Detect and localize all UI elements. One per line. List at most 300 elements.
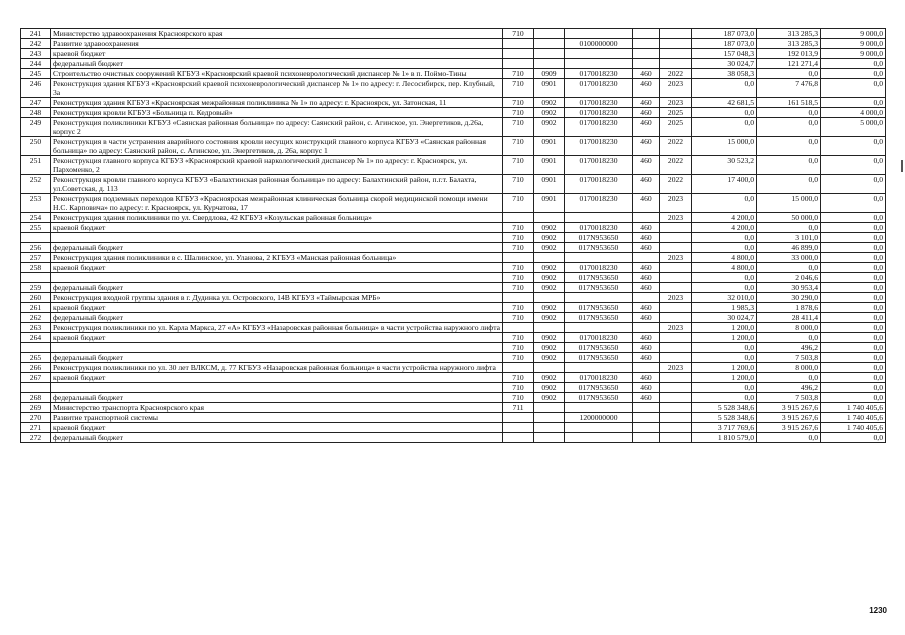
row-number: 251 [21,156,51,175]
code-grbs: 710 [503,283,534,293]
code-grbs: 710 [503,233,534,243]
item-name: Министерство здравоохранения Красноярского края [51,29,503,39]
code-expense-type [633,49,660,59]
table-row [21,323,886,333]
code-grbs: 710 [503,137,534,156]
item-name: краевой бюджет [51,223,503,233]
code-section [534,39,565,49]
amount-year-1: 187 073,0 [692,39,757,49]
amount-year-2: 33 000,0 [757,253,821,263]
amount-year-1: 4 800,0 [692,263,757,273]
amount-year-2: 7 503,8 [757,353,821,363]
amount-year-1: 30 024,7 [692,313,757,323]
amount-year-1: 1 200,0 [692,373,757,383]
item-name: федеральный бюджет [51,283,503,293]
code-target-article: 0170018230 [565,194,633,213]
row-number: 242 [21,39,51,49]
amount-year-3: 0,0 [821,98,886,108]
amount-year-2: 28 411,4 [757,313,821,323]
table-row [21,423,886,433]
commissioning-year: 2023 [660,293,692,303]
amount-year-2: 8 000,0 [757,363,821,373]
table-row [21,233,886,243]
code-expense-type: 460 [633,243,660,253]
amount-year-3: 1 740 405,6 [821,423,886,433]
code-section: 0901 [534,194,565,213]
code-section: 0909 [534,69,565,79]
table-row [21,363,886,373]
table-row [21,49,886,59]
table-row [21,393,886,403]
code-expense-type [633,403,660,413]
commissioning-year [660,283,692,293]
code-expense-type: 460 [633,79,660,98]
commissioning-year [660,273,692,283]
code-section: 0902 [534,263,565,273]
item-name: краевой бюджет [51,49,503,59]
code-section [534,213,565,223]
code-target-article [565,49,633,59]
row-number: 271 [21,423,51,433]
code-section: 0901 [534,156,565,175]
code-target-article [565,253,633,263]
commissioning-year: 2023 [660,213,692,223]
code-expense-type: 460 [633,194,660,213]
amount-year-1: 0,0 [692,383,757,393]
code-expense-type: 460 [633,383,660,393]
code-grbs: 710 [503,98,534,108]
commissioning-year: 2023 [660,194,692,213]
amount-year-1: 17 400,0 [692,175,757,194]
amount-year-1: 1 200,0 [692,363,757,373]
row-number: 246 [21,79,51,98]
code-grbs: 710 [503,393,534,403]
table-row [21,413,886,423]
code-target-article: 0170018230 [565,175,633,194]
amount-year-1: 0,0 [692,233,757,243]
amount-year-2: 0,0 [757,156,821,175]
item-name [51,343,503,353]
amount-year-1: 30 024,7 [692,59,757,69]
code-expense-type [633,433,660,443]
code-grbs: 710 [503,343,534,353]
code-grbs: 710 [503,194,534,213]
row-number [21,343,51,353]
amount-year-3: 0,0 [821,194,886,213]
code-target-article: 017N953650 [565,313,633,323]
code-grbs: 710 [503,373,534,383]
code-expense-type [633,423,660,433]
item-name: Реконструкция здания КГБУЗ «Красноярский краевой психоневрологический диспансер № 1» по адресу: г. Лесосибирск, пер. Клубный, 3а [51,79,503,98]
code-section: 0901 [534,79,565,98]
code-grbs [503,293,534,303]
commissioning-year [660,423,692,433]
code-section: 0902 [534,223,565,233]
amount-year-1: 5 528 348,6 [692,413,757,423]
row-number: 261 [21,303,51,313]
code-target-article: 017N953650 [565,353,633,363]
code-section [534,413,565,423]
code-target-article [565,363,633,373]
item-name: федеральный бюджет [51,243,503,253]
code-target-article: 017N953650 [565,233,633,243]
code-target-article [565,293,633,303]
code-grbs: 710 [503,353,534,363]
code-section: 0901 [534,175,565,194]
code-section: 0902 [534,313,565,323]
code-section [534,59,565,69]
code-grbs [503,433,534,443]
item-name: Министерство транспорта Красноярского края [51,403,503,413]
code-expense-type: 460 [633,273,660,283]
code-grbs: 710 [503,303,534,313]
amount-year-3: 4 000,0 [821,108,886,118]
table-row [21,243,886,253]
row-number: 267 [21,373,51,383]
amount-year-2: 30 953,4 [757,283,821,293]
amount-year-2: 313 285,3 [757,39,821,49]
amount-year-2: 0,0 [757,373,821,383]
amount-year-2: 3 915 267,6 [757,403,821,413]
commissioning-year [660,413,692,423]
row-number: 257 [21,253,51,263]
code-grbs [503,213,534,223]
item-name: краевой бюджет [51,263,503,273]
commissioning-year [660,373,692,383]
code-grbs: 710 [503,223,534,233]
code-section: 0902 [534,303,565,313]
amount-year-2: 7 503,8 [757,393,821,403]
amount-year-3: 1 740 405,6 [821,413,886,423]
code-section: 0901 [534,137,565,156]
code-target-article [565,213,633,223]
code-section: 0902 [534,98,565,108]
item-name: Реконструкция поликлиники по ул. Карла Маркса, 27 «А» КГБУЗ «Назаровская районная больница» в части устройства наружного лифта [51,323,503,333]
amount-year-1: 0,0 [692,343,757,353]
commissioning-year [660,29,692,39]
row-number: 243 [21,49,51,59]
code-target-article: 017N953650 [565,283,633,293]
amount-year-3: 0,0 [821,213,886,223]
amount-year-1: 38 058,3 [692,69,757,79]
amount-year-2: 3 915 267,6 [757,423,821,433]
amount-year-2: 15 000,0 [757,194,821,213]
amount-year-2: 121 271,4 [757,59,821,69]
code-target-article: 0170018230 [565,156,633,175]
table-row [21,303,886,313]
code-grbs [503,423,534,433]
item-name: Реконструкция кровли главного корпуса КГБУЗ «Балахтинская районная больница» по адресу: Балахтинский район, п.г.т. Балахта, ул.Советская, д. 113 [51,175,503,194]
code-grbs: 710 [503,243,534,253]
amount-year-3: 9 000,0 [821,49,886,59]
amount-year-1: 0,0 [692,194,757,213]
table-row [21,253,886,263]
commissioning-year [660,49,692,59]
item-name [51,273,503,283]
amount-year-2: 0,0 [757,118,821,137]
row-number: 249 [21,118,51,137]
code-target-article: 0170018230 [565,79,633,98]
row-number: 272 [21,433,51,443]
item-name: Реконструкция здания КГБУЗ «Красноярская межрайонная поликлиника № 1» по адресу: г. Красноярск, ул. Затонская, 11 [51,98,503,108]
item-name: Реконструкция кровли КГБУЗ «Больница п. Кедровый» [51,108,503,118]
table-row [21,283,886,293]
table-row [21,373,886,383]
commissioning-year [660,39,692,49]
code-grbs: 710 [503,156,534,175]
item-name: Реконструкция поликлиники КГБУЗ «Саянская районная больница» по адресу: Саянский район, с. Агинское, ул. Энергетиков, д.26а, корпус 2 [51,118,503,137]
amount-year-3: 0,0 [821,223,886,233]
code-section: 0902 [534,353,565,363]
table-row [21,333,886,343]
amount-year-3: 0,0 [821,323,886,333]
row-number: 264 [21,333,51,343]
amount-year-2: 46 899,0 [757,243,821,253]
amount-year-2: 8 000,0 [757,323,821,333]
commissioning-year: 2022 [660,137,692,156]
amount-year-2: 0,0 [757,263,821,273]
amount-year-1: 42 681,5 [692,98,757,108]
item-name: Реконструкция входной группы здания в г. Дудинка ул. Островского, 14В КГБУЗ «Таймырская МРБ» [51,293,503,303]
row-number: 258 [21,263,51,273]
row-number: 241 [21,29,51,39]
amount-year-3: 0,0 [821,69,886,79]
row-number: 268 [21,393,51,403]
code-grbs: 710 [503,383,534,393]
item-name: Развитие здравоохранения [51,39,503,49]
row-number: 270 [21,413,51,423]
amount-year-2: 0,0 [757,223,821,233]
code-expense-type [633,413,660,423]
code-expense-type [633,29,660,39]
code-grbs [503,363,534,373]
commissioning-year [660,433,692,443]
amount-year-1: 157 048,3 [692,49,757,59]
item-name: краевой бюджет [51,333,503,343]
amount-year-2: 192 013,9 [757,49,821,59]
row-number [21,383,51,393]
code-section [534,49,565,59]
row-number: 266 [21,363,51,373]
commissioning-year: 2023 [660,363,692,373]
amount-year-1: 0,0 [692,118,757,137]
amount-year-3: 0,0 [821,283,886,293]
row-number: 250 [21,137,51,156]
item-name: федеральный бюджет [51,393,503,403]
code-expense-type [633,253,660,263]
code-grbs: 710 [503,175,534,194]
amount-year-3: 0,0 [821,137,886,156]
amount-year-2: 0,0 [757,108,821,118]
table-row [21,433,886,443]
item-name: краевой бюджет [51,303,503,313]
amount-year-3: 0,0 [821,383,886,393]
amount-year-2: 2 046,6 [757,273,821,283]
code-target-article [565,423,633,433]
item-name: Строительство очистных сооружений КГБУЗ «Красноярский краевой психоневрологический диспансер № 1» в п. Поймо-Тины [51,69,503,79]
code-target-article: 0170018230 [565,223,633,233]
code-section [534,433,565,443]
table-row [21,29,886,39]
amount-year-1: 1 810 579,0 [692,433,757,443]
code-target-article: 0170018230 [565,137,633,156]
amount-year-2: 0,0 [757,333,821,343]
code-section: 0902 [534,283,565,293]
code-expense-type: 460 [633,223,660,233]
code-expense-type: 460 [633,98,660,108]
amount-year-3: 0,0 [821,373,886,383]
code-section: 0902 [534,383,565,393]
amount-year-3: 9 000,0 [821,29,886,39]
amount-year-1: 1 200,0 [692,323,757,333]
amount-year-1: 0,0 [692,79,757,98]
amount-year-3: 0,0 [821,293,886,303]
code-section: 0902 [534,233,565,243]
scan-artifact [901,160,903,172]
code-grbs: 710 [503,29,534,39]
table-row [21,263,886,273]
row-number: 262 [21,313,51,323]
code-expense-type: 460 [633,333,660,343]
amount-year-2: 313 285,3 [757,29,821,39]
amount-year-3: 0,0 [821,393,886,403]
table-row [21,118,886,137]
amount-year-3: 0,0 [821,303,886,313]
code-expense-type: 460 [633,137,660,156]
amount-year-2: 496,2 [757,343,821,353]
item-name: федеральный бюджет [51,433,503,443]
code-section: 0902 [534,273,565,283]
item-name: Реконструкция подземных переходов КГБУЗ «Красноярская межрайонная клиническая больница скорой медицинской помощи имени Н.С. Карповича» по адресу: г. Красноярск, ул. Курчатова, 17 [51,194,503,213]
amount-year-3: 0,0 [821,363,886,373]
table-row [21,175,886,194]
table-row [21,383,886,393]
amount-year-2: 496,2 [757,383,821,393]
item-name: федеральный бюджет [51,353,503,363]
item-name: Реконструкция поликлиники по ул. 30 лет ВЛКСМ, д. 77 КГБУЗ «Назаровская районная больница» в части устройства наружного лифта [51,363,503,373]
code-grbs: 710 [503,118,534,137]
amount-year-3: 9 000,0 [821,39,886,49]
commissioning-year [660,313,692,323]
amount-year-3: 0,0 [821,243,886,253]
amount-year-2: 50 000,0 [757,213,821,223]
amount-year-1: 4 800,0 [692,253,757,263]
amount-year-2: 3 915 267,6 [757,413,821,423]
table-row [21,156,886,175]
code-grbs: 711 [503,403,534,413]
code-expense-type [633,213,660,223]
commissioning-year: 2022 [660,175,692,194]
amount-year-3: 0,0 [821,263,886,273]
code-target-article: 1200000000 [565,413,633,423]
code-section: 0902 [534,393,565,403]
amount-year-1: 30 523,2 [692,156,757,175]
item-name: федеральный бюджет [51,59,503,69]
table-row [21,39,886,49]
amount-year-1: 5 528 348,6 [692,403,757,413]
commissioning-year [660,403,692,413]
code-target-article: 0170018230 [565,263,633,273]
item-name: Реконструкция здания поликлиники в с. Шалинское, ул. Уланова, 2 КГБУЗ «Манская районная больница» [51,253,503,263]
code-grbs [503,59,534,69]
item-name: краевой бюджет [51,373,503,383]
amount-year-3: 0,0 [821,273,886,283]
code-target-article: 0170018230 [565,98,633,108]
code-section: 0902 [534,333,565,343]
amount-year-3: 0,0 [821,233,886,243]
code-grbs: 710 [503,273,534,283]
code-grbs: 710 [503,313,534,323]
code-section [534,423,565,433]
budget-table-body [21,29,886,443]
commissioning-year: 2022 [660,69,692,79]
code-expense-type [633,39,660,49]
amount-year-3: 5 000,0 [821,118,886,137]
row-number: 248 [21,108,51,118]
amount-year-1: 1 985,3 [692,303,757,313]
amount-year-2: 3 101,0 [757,233,821,243]
amount-year-2: 0,0 [757,69,821,79]
row-number: 254 [21,213,51,223]
code-expense-type [633,293,660,303]
budget-table [20,28,886,443]
commissioning-year [660,263,692,273]
code-expense-type: 460 [633,393,660,403]
amount-year-3: 0,0 [821,353,886,363]
commissioning-year: 2023 [660,253,692,263]
amount-year-1: 0,0 [692,353,757,363]
amount-year-2: 0,0 [757,137,821,156]
row-number: 260 [21,293,51,303]
code-expense-type: 460 [633,108,660,118]
code-grbs [503,49,534,59]
table-row [21,69,886,79]
code-section: 0902 [534,118,565,137]
amount-year-3: 0,0 [821,253,886,263]
amount-year-2: 0,0 [757,175,821,194]
code-target-article [565,433,633,443]
code-target-article: 0170018230 [565,69,633,79]
code-target-article: 017N953650 [565,343,633,353]
code-section [534,323,565,333]
row-number: 265 [21,353,51,363]
code-target-article: 0170018230 [565,373,633,383]
amount-year-3: 1 740 405,6 [821,403,886,413]
code-expense-type: 460 [633,263,660,273]
commissioning-year [660,333,692,343]
code-expense-type [633,363,660,373]
amount-year-1: 0,0 [692,393,757,403]
commissioning-year [660,353,692,363]
item-name: Реконструкция здания поликлиники по ул. Свердлова, 42 КГБУЗ «Козульская районная больница» [51,213,503,223]
row-number: 247 [21,98,51,108]
table-row [21,273,886,283]
row-number: 245 [21,69,51,79]
row-number: 256 [21,243,51,253]
code-grbs: 710 [503,69,534,79]
amount-year-2: 0,0 [757,433,821,443]
commissioning-year [660,59,692,69]
commissioning-year [660,393,692,403]
amount-year-3: 0,0 [821,313,886,323]
row-number: 244 [21,59,51,69]
amount-year-1: 4 200,0 [692,213,757,223]
code-target-article: 017N953650 [565,383,633,393]
commissioning-year: 2025 [660,118,692,137]
table-row [21,223,886,233]
row-number: 259 [21,283,51,293]
table-row [21,108,886,118]
